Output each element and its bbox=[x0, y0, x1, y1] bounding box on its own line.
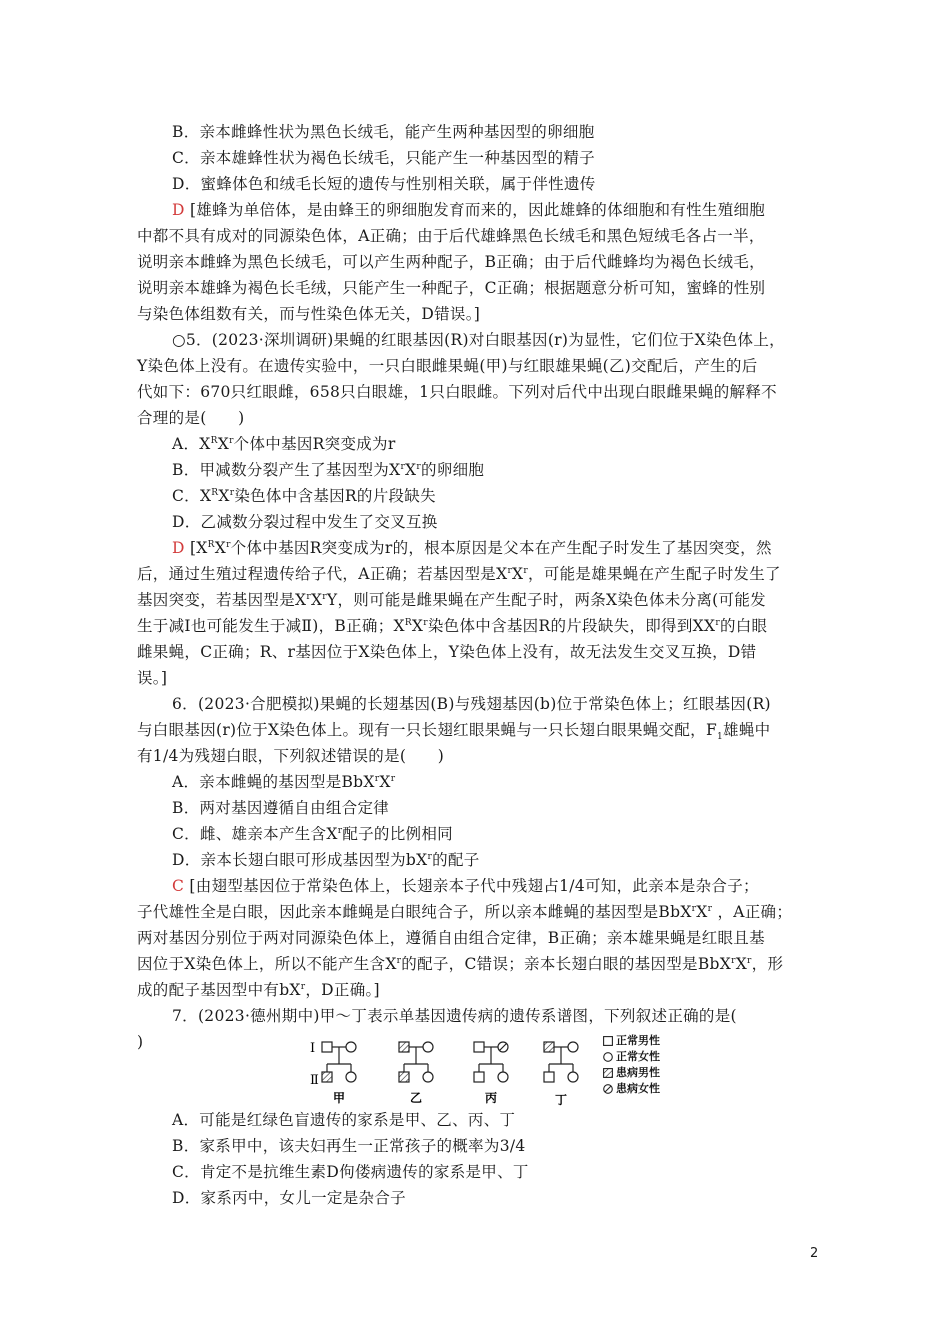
q6-option-b: B．两对基因遵循自由组合定律 bbox=[172, 799, 390, 817]
q6-stem-line-1: 6．(2023·合肥模拟)果蝇的长翅基因(B)与残翅基因(b)位于常染色体上；红眼基因(R) bbox=[172, 695, 771, 713]
q5-option-a: A．$X^RX^r$个体中基因R突变成为r bbox=[172, 435, 396, 453]
q4-explanation-line-3: 说明亲本雌蜂为黑色长绒毛，可以产生两种配子，B正确；由于后代雌蜂均为褐色长绒毛， bbox=[137, 253, 765, 271]
affected-male-icon bbox=[603, 1068, 613, 1078]
q4-answer: D bbox=[172, 201, 185, 219]
q5-stem-line-1: ○5．(2023·深圳调研)果蝇的红眼基因(R)对白眼基因(r)为显性，它们位于X染色体上， bbox=[172, 331, 785, 349]
q4-explanation-line-5: 与染色体组数有关，而与性染色体无关，D错误。] bbox=[137, 305, 481, 323]
generation-1-label: Ⅰ bbox=[310, 1041, 316, 1056]
q6-answer: C bbox=[172, 877, 185, 895]
q6-stem-line-3: 有1/4为残翅白眼，下列叙述错误的是( ) bbox=[137, 747, 445, 765]
q5-explanation-line-1: D [$X^RX^r$个体中基因R突变成为r的，根本原因是父本在产生配子时发生了基因突变，然 bbox=[172, 539, 772, 557]
q6-explanation-line-4: 因位于X染色体上，所以不能产生含$X^r$的配子，C错误；亲本长翅白眼的基因型是$BbX^rX^r$，形 bbox=[137, 955, 784, 973]
q5-explanation-line-4: 生于减Ⅰ也可能发生于减Ⅱ)，B正确；$X^RX^r$染色体中含基因R的片段缺失，即得到$XX^r$的白眼 bbox=[137, 617, 768, 635]
q6-stem-line-2: 与白眼基因(r)位于X染色体上。现有一只长翅红眼果蝇与一只长翅白眼果蝇交配，$F_1$雄蝇中 bbox=[137, 721, 771, 743]
legend-normal-female: 正常女性 bbox=[603, 1049, 660, 1065]
q4-explanation-line-4: 说明亲本雄蜂为褐色长毛绒，只能产生一种配子，C正确；根据题意分析可知，蜜蜂的性别 bbox=[137, 279, 766, 297]
q5-answer: D bbox=[172, 539, 185, 557]
q6-option-c: C．雌、雄亲本产生含$X^r$配子的比例相同 bbox=[172, 825, 453, 843]
q5-stem-line-2: Y染色体上没有。在遗传实验中，一只白眼雌果蝇(甲)与红眼雄果蝇(乙)交配后，产生的后 bbox=[137, 357, 758, 375]
q5-stem-line-3: 代如下：670只红眼雌，658只白眼雄，1只白眼雌。下列对后代中出现白眼雌果蝇的解释不 bbox=[137, 383, 777, 401]
q7-option-a: A．可能是红绿色盲遗传的家系是甲、乙、丙、丁 bbox=[172, 1111, 516, 1129]
q5-explanation-line-5: 雌果蝇，C正确；R、r基因位于X染色体上，Y染色体上没有，故无法发生交叉互换，D错 bbox=[137, 643, 757, 661]
pedigree-label-bing: 丙 bbox=[485, 1091, 498, 1105]
generation-2-label: Ⅱ bbox=[310, 1073, 319, 1088]
q7-option-d: D．家系丙中，女儿一定是杂合子 bbox=[172, 1189, 406, 1207]
legend-normal-male: 正常男性 bbox=[603, 1033, 660, 1049]
pedigree-legend bbox=[603, 1033, 660, 1097]
q6-explanation-line-3: 两对基因分别位于两对同源染色体上，遵循自由组合定律，B正确；亲本雄果蝇是红眼且基 bbox=[137, 929, 765, 947]
q4-option-d: D．蜜蜂体色和绒毛长短的遗传与性别相关联，属于伴性遗传 bbox=[172, 175, 596, 193]
q5-option-d: D．乙减数分裂过程中发生了交叉互换 bbox=[172, 513, 438, 531]
pedigree-label-yi: 乙 bbox=[410, 1091, 423, 1105]
q6-explanation-line-5: 成的配子基因型中有$bX^r$，D正确。] bbox=[137, 981, 380, 999]
pedigree-bing bbox=[474, 1042, 508, 1105]
normal-female-icon bbox=[603, 1052, 613, 1062]
pedigree-jia bbox=[322, 1042, 356, 1105]
q4-explanation-line-2: 中都不具有成对的同源染色体，A正确；由于后代雄蜂黑色长绒毛和黑色短绒毛各占一半， bbox=[137, 227, 765, 245]
pedigree-label-jia: 甲 bbox=[333, 1091, 346, 1105]
q4-explanation-line-1: D [雄蜂为单倍体，是由蜂王的卵细胞发育而来的，因此雄蜂的体细胞和有性生殖细胞 bbox=[172, 201, 766, 219]
affected-female-icon bbox=[603, 1084, 613, 1094]
q7-option-c: C．肯定不是抗维生素D佝偻病遗传的家系是甲、丁 bbox=[172, 1163, 529, 1181]
q5-stem-line-4: 合理的是( ) bbox=[137, 409, 245, 427]
q6-explanation-line-2: 子代雄性全是白眼，因此亲本雌蝇是白眼纯合子，所以亲本雌蝇的基因型是$BbX^rX^r$ ，A正确； bbox=[137, 903, 793, 921]
q4-option-c: C．亲本雄蜂性状为褐色长绒毛，只能产生一种基因型的精子 bbox=[172, 149, 595, 167]
pedigree-ding bbox=[544, 1042, 578, 1106]
q5-option-c: C．$X^RX^r$染色体中含基因R的片段缺失 bbox=[172, 487, 436, 505]
q5-explanation-line-6: 误。] bbox=[137, 669, 168, 687]
pedigree-yi bbox=[399, 1042, 433, 1105]
q5-option-b: B．甲减数分裂产生了基因型为$X^rX^r$的卵细胞 bbox=[172, 461, 485, 479]
q6-option-a: A．亲本雌蝇的基因型是$BbX^rX^r$ bbox=[172, 773, 396, 791]
q5-explanation-line-2: 后，通过生殖过程遗传给子代，A正确；若基因型是$X^rX^r$，可能是雄果蝇在产生配子时发生了 bbox=[137, 565, 781, 583]
legend-affected-male: 患病男性 bbox=[603, 1065, 660, 1081]
normal-male-icon bbox=[603, 1036, 613, 1046]
q7-option-b: B．家系甲中，该夫妇再生一正常孩子的概率为3/4 bbox=[172, 1137, 526, 1155]
q6-option-d: D．亲本长翅白眼可形成基因型为$bX^r$的配子 bbox=[172, 851, 480, 869]
q7-stem-line-1: 7．(2023·德州期中)甲～丁表示单基因遗传病的遗传系谱图，下列叙述正确的是( bbox=[172, 1007, 737, 1025]
pedigree-label-ding: 丁 bbox=[555, 1093, 568, 1106]
q4-option-b: B．亲本雌蜂性状为黑色长绒毛，能产生两种基因型的卵细胞 bbox=[172, 123, 595, 141]
q7-stem-line-2: ) bbox=[137, 1033, 144, 1051]
legend-affected-female: 患病女性 bbox=[603, 1081, 660, 1097]
q6-explanation-line-1: C [由翅型基因位于常染色体上，长翅亲本子代中残翅占1/4可知，此亲本是杂合子； bbox=[172, 877, 759, 895]
page-number: 2 bbox=[810, 1246, 819, 1261]
q5-explanation-line-3: 基因突变，若基因型是$X^rX^rY$，则可能是雌果蝇在产生配子时，两条X染色体未分离(可能发 bbox=[137, 591, 766, 609]
